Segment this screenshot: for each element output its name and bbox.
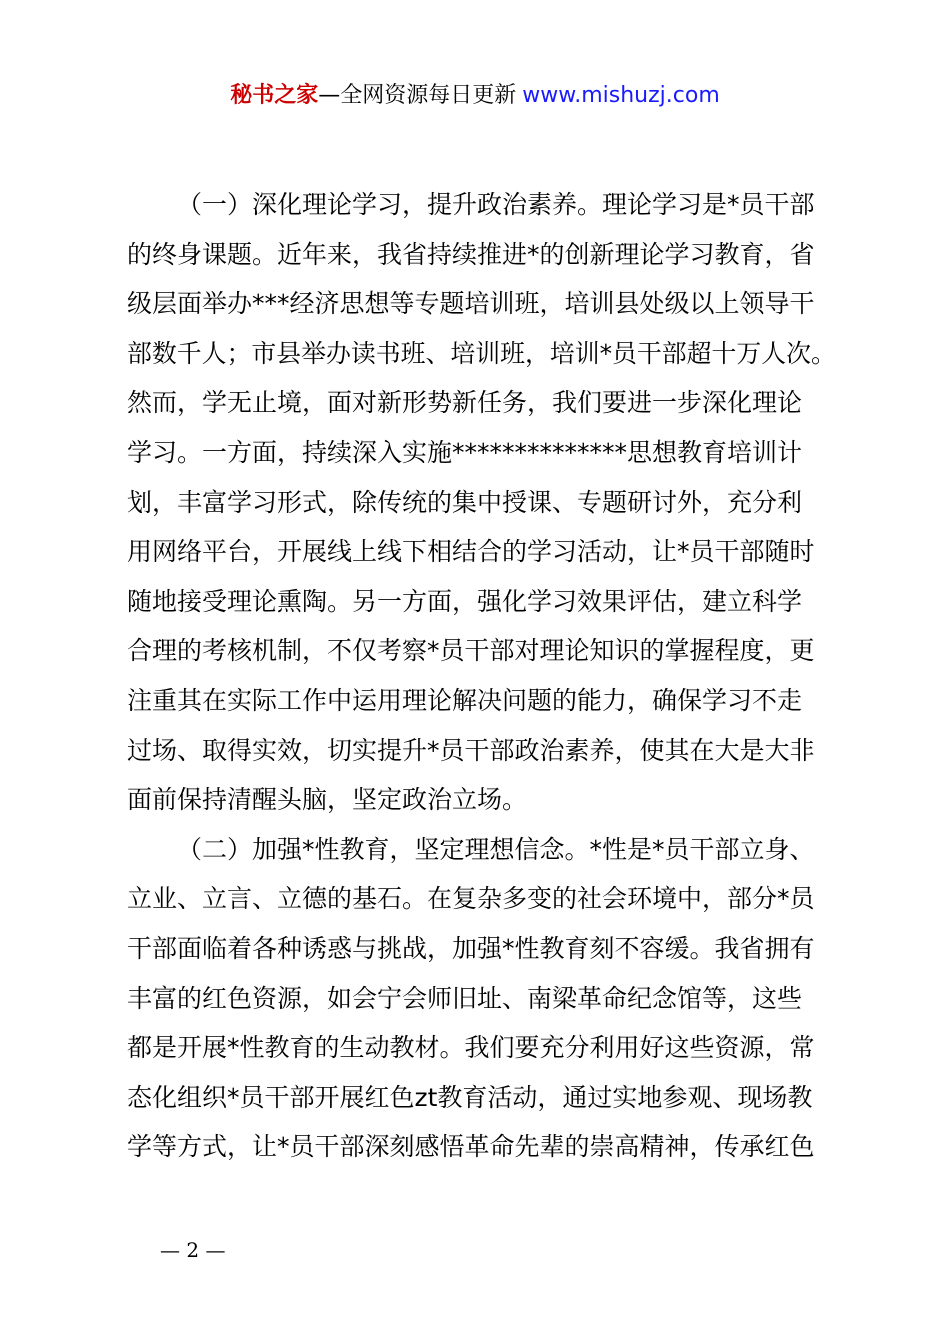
text-line: 干部面临着各种诱惑与挑战，加强*性教育刻不容缓。我省拥有 <box>127 933 815 963</box>
text-line: （一）深化理论学习，提升政治素养。理论学习是*员干部 <box>177 190 815 219</box>
text-line: 合理的考核机制，不仅考察*员干部对理论知识的掌握程度，更 <box>127 636 815 666</box>
page-number: — 2 — <box>160 1238 226 1262</box>
text-line: 立业、立言、立德的基石。在复杂多变的社会环境中，部分*员 <box>127 884 815 914</box>
site-url-link[interactable]: www.mishuzj.com <box>522 83 720 108</box>
text-line: 都是开展*性教育的生动教材。我们要充分利用好这些资源，常 <box>127 1033 815 1063</box>
text-line: 划，丰富学习形式，除传统的集中授课、专题研讨外，充分利 <box>127 487 803 517</box>
site-banner <box>0 80 950 112</box>
text-line: 然而，学无止境，面对新形势新任务，我们要进一步深化理论 <box>127 388 803 418</box>
text-line: 的终身课题。近年来，我省持续推进*的创新理论学习教育，省 <box>127 239 815 269</box>
site-brand: 秘书之家 <box>230 83 319 108</box>
text-line: 态化组织*员干部开展红色zt教育活动，通过实地参观、现场教 <box>127 1082 813 1112</box>
text-line: 丰富的红色资源，如会宁会师旧址、南梁革命纪念馆等，这些 <box>127 983 803 1013</box>
document-body <box>127 180 837 1172</box>
text-line: 学习。一方面，持续深入实施**************思想教育培训计 <box>127 437 803 467</box>
text-line: 随地接受理论熏陶。另一方面，强化学习效果评估，建立科学 <box>127 586 803 616</box>
site-tagline: —全网资源每日更新 <box>318 83 517 108</box>
text-line: 学等方式，让*员干部深刻感悟革命先辈的崇高精神，传承红色 <box>127 1132 815 1162</box>
text-line: 过场、取得实效，切实提升*员干部政治素养，使其在大是大非 <box>127 735 815 765</box>
text-line: 注重其在实际工作中运用理论解决问题的能力，确保学习不走 <box>127 685 803 715</box>
text-line: 级层面举办***经济思想等专题培训班，培训县处级以上领导干 <box>127 289 815 319</box>
text-line: 面前保持清醒头脑，坚定政治立场。 <box>127 785 528 815</box>
paragraph-2 <box>127 825 837 1172</box>
text-line: 用网络平台，开展线上线下相结合的学习活动，让*员干部随时 <box>127 537 815 567</box>
paragraph-1 <box>127 180 837 825</box>
text-line: 部数千人；市县举办读书班、培训班，培训*员干部超十万人次。 <box>127 338 836 368</box>
text-line: （二）加强*性教育，坚定理想信念。*性是*员干部立身、 <box>177 834 815 864</box>
